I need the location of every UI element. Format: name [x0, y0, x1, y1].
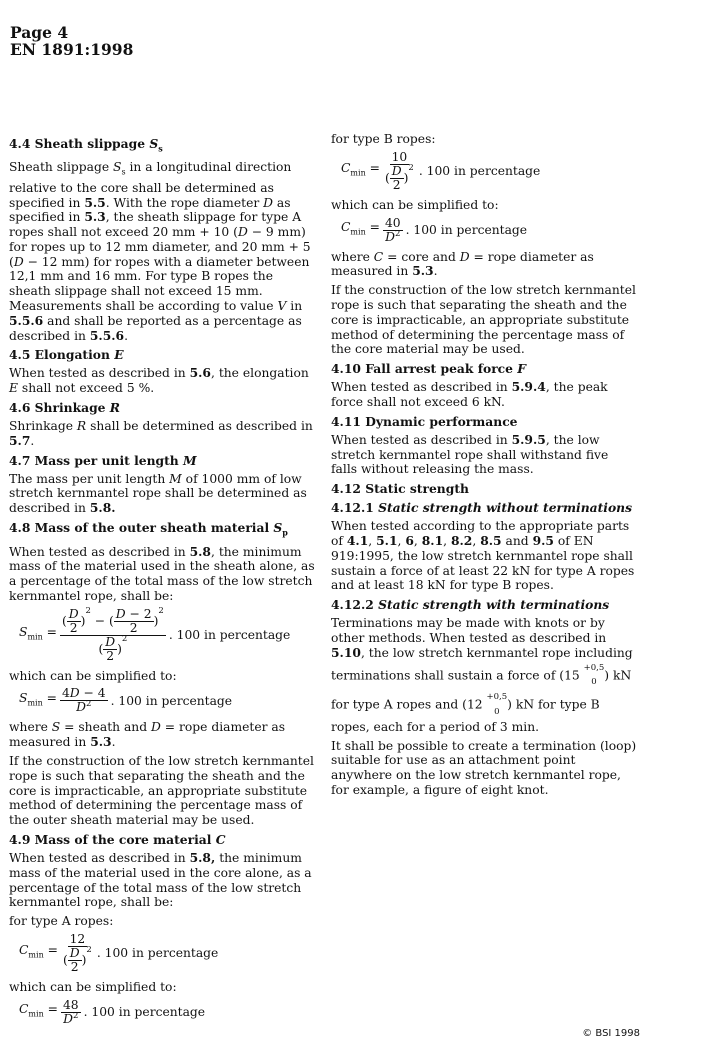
formula-cmin-a: $C_{min}$ = 12 ( $\frac{D}{2}$ )$^2$ . 100 in percentage	[19, 932, 219, 975]
heading-4-7: 4.7 Mass per unit length M	[9, 452, 197, 468]
heading-4-4: 4.4 Sheath slippage $S_s$	[9, 136, 163, 154]
para-4-7: The mass per unit length M of 1000 mm of low stretch kernmantel rope shall be determined as described in 5.8.	[9, 471, 307, 516]
para-4-10: When tested as described in 5.9.4, the peak force shall not exceed 6 kN.	[331, 379, 608, 409]
heading-4-12: 4.12 Static strength	[331, 481, 469, 497]
para-4-4: Sheath slippage $S_s$ in a longitudinal direction relative to the core shall be determined as specified in 5.5. With the rope diameter D as specified in 5.3, the sheath slippage for type A ropes shall not exceed 20 mm + 10 (D − 9 mm) for ropes up to 12 mm diameter, and 20 mm + 5 (D − 12 mm) for ropes with a diameter between 12,1 mm and 16 mm. For type B ropes the sheath slippage shall not exceed 15 mm. Measurements shall be according to value V in 5.5.6 and shall be reported as a percentage as described in 5.5.6.	[9, 160, 311, 343]
heading-4-12-2: 4.12.2 Static strength with terminations	[331, 597, 610, 613]
para-4-11: When tested as described in 5.9.5, the low stretch kernmantel rope shall withstand five falls without releasing the mass.	[331, 431, 609, 477]
simplified-text-2: which can be simplified to:	[9, 980, 177, 995]
para-4-8: When tested as described in 5.8, the minimum mass of the material used in the sheath alone, as a percentage of the total mass of the low stretch kernmantel rope, shall be:	[9, 543, 315, 603]
type-b-label: for type B ropes:	[331, 132, 436, 146]
heading-4-5: 4.5 Elongation E	[9, 347, 124, 363]
formula-cmin-b: $C_{min}$ = 10 ( $\frac{D}{2}$ )$^2$ . 100 in percentage	[341, 149, 541, 192]
simplified-text-1: which can be simplified to:	[9, 668, 177, 683]
heading-4-12-1: 4.12.1 Static strength without terminations	[331, 500, 633, 516]
where-4-8: where S = sheath and D = rope diameter as measured in 5.3.	[9, 720, 286, 750]
para-4-12-1: When tested according to the appropriate parts of 4.1, 5.1, 6, 8.1, 8.2, 8.5 and 9.5 of EN 919:1995, the low stretch kernmantel rope shall sustain a force of at least 22 kN for type A ropes and at least 18 kN for type B ropes.	[331, 519, 635, 593]
para-4-5: When tested as described in 5.6, the elongation E shall not exceed 5 %.	[9, 365, 309, 396]
heading-4-6: 4.6 Shrinkage R	[9, 400, 121, 416]
para-4-9b: If the construction of the low stretch kernmantel rope is such that separating the sheath and the core is impracticable, an appropriate substitute method of determining the percentage mass of the core material may be used.	[331, 283, 636, 357]
heading-4-11: 4.11 Dynamic performance	[331, 413, 518, 429]
type-a-label: for type A ropes:	[9, 914, 114, 929]
formula-cmin-b-simplified: $C_{min}$ = $\frac{40}{D^2}$ . 100 in percentage	[341, 215, 528, 244]
page-header	[10, 24, 133, 58]
simplified-text-3: which can be simplified to:	[331, 197, 499, 212]
formula-smin-simplified: $S_{min}$ = $\frac{4D - 4}{D^2}$ . 100 in percentage	[19, 686, 233, 715]
formula-cmin-a-simplified: $C_{min}$ = $\frac{48}{D^2}$ . 100 in percentage	[19, 997, 206, 1026]
right-column	[331, 132, 637, 802]
standard-number: EN 1891:1998	[10, 40, 134, 59]
page-number: Page 4	[10, 23, 69, 42]
heading-4-8: 4.8 Mass of the outer sheath material $S_p$	[9, 520, 288, 538]
copyright-footer: © BSI 1998	[582, 1028, 640, 1039]
para-4-6: Shrinkage R shall be determined as described in 5.7.	[9, 419, 313, 448]
left-column	[9, 132, 317, 1032]
heading-4-9: 4.9 Mass of the core material C	[9, 832, 226, 848]
para-4-12-2: Terminations may be made with knots or by other methods. When tested as described in 5.10, the low stretch kernmantel rope including terminations shall sustain a force of (15 +0,5 0 ) kN for type A ropes and (12 +0,5 0 ) kN for type B ropes, each for a period of 3 min.	[331, 616, 633, 734]
para-4-12-2b: It shall be possible to create a termination (loop) suitable for use as an attachment point anywhere on the low stretch kernmantel rope, for example, a figure of eight knot.	[331, 738, 637, 797]
formula-smin: $S_{min}$ = ( $\frac{D}{2}$ )$^2$ − ( $\frac{D - 2}{2}$ )$^2$ ( $\frac{D}{2}$ )$^2$ . 100 in percentage	[19, 605, 291, 663]
para-4-8b: If the construction of the low stretch kernmantel rope is such that separating the sheath and the core is impracticable, an appropriate substitute method of determining the percentage mass of the outer sheath material may be used.	[9, 754, 314, 828]
para-4-9: When tested as described in 5.8, the minimum mass of the material used in the core alone, as a percentage of the total mass of the low stretch kernmantel rope, shall be:	[9, 850, 312, 910]
where-4-9: where C = core and D = rope diameter as measured in 5.3.	[331, 249, 594, 279]
heading-4-10: 4.10 Fall arrest peak force F	[331, 361, 527, 377]
